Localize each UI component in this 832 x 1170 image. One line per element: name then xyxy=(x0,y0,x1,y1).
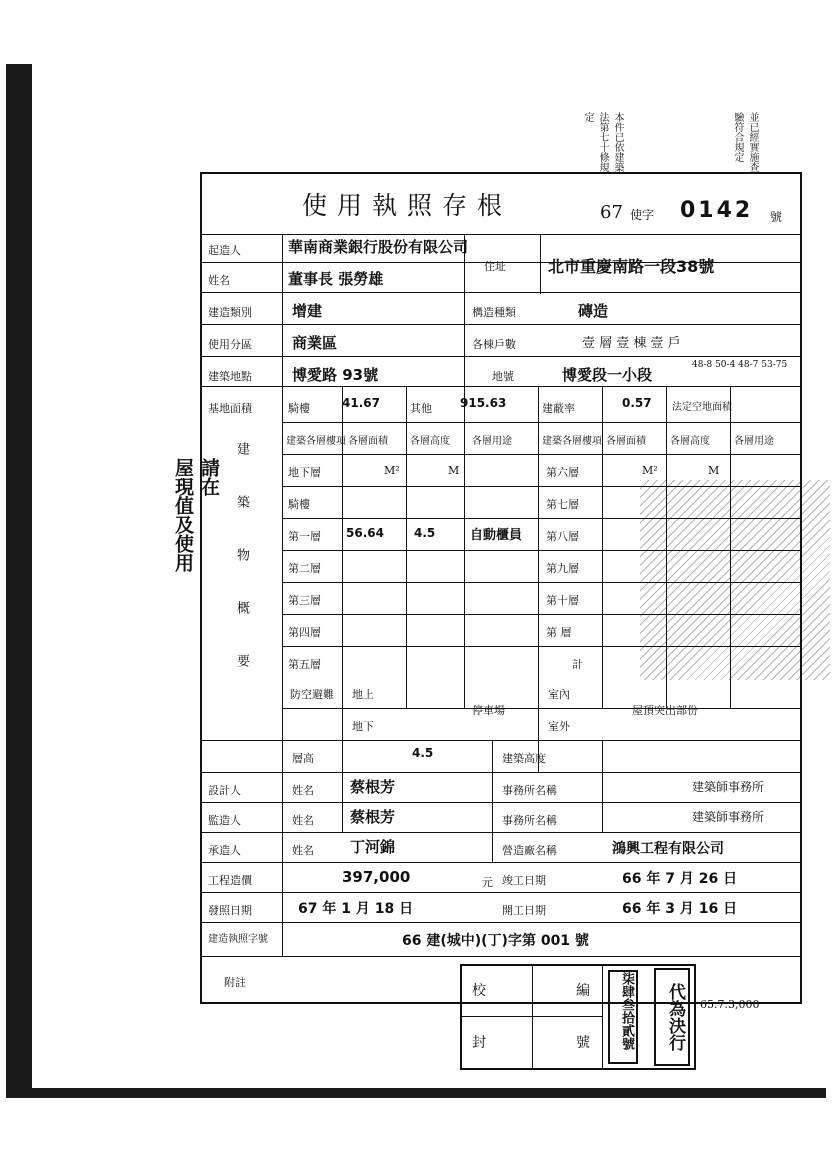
floor-2: 第二層 xyxy=(288,562,321,575)
form-title: 使用執照存根 xyxy=(302,191,513,220)
label-roof: 屋頂突出部份 xyxy=(632,704,698,717)
label-above: 地上 xyxy=(352,688,374,701)
label-supervisor: 監造人 xyxy=(208,814,241,827)
floor-n: 第 層 xyxy=(546,626,572,639)
print-code: 65.7.3,000 xyxy=(700,998,760,1011)
stamp-number-seal xyxy=(608,970,638,1064)
floor-3: 第三層 xyxy=(288,594,321,607)
doc-suffix: 號 xyxy=(770,210,783,224)
val-first-floor-height: 4.5 xyxy=(414,526,436,540)
floor-10: 第十層 xyxy=(546,594,579,607)
val-coverage: 0.57 xyxy=(622,396,652,410)
label-designer-name: 姓名 xyxy=(292,784,314,797)
floor-6: 第六層 xyxy=(546,466,579,479)
label-issue: 發照日期 xyxy=(208,904,252,917)
unit-m2-r: M² xyxy=(642,464,658,477)
label-designer: 設計人 xyxy=(208,784,241,797)
val-owner-name: 董事長 張勞雄 xyxy=(288,270,384,288)
header-stamp-2: 並已經實施查驗符合規定 xyxy=(732,112,758,172)
floor-4: 第四層 xyxy=(288,626,321,639)
floor-hdr-height-r: 各層高度 xyxy=(670,436,710,447)
val-category: 增建 xyxy=(292,302,323,320)
label-address: 住址 xyxy=(484,260,506,273)
unit-yuan: 元 xyxy=(482,876,493,889)
floor-hdr-area-r: 各層面積 xyxy=(606,436,646,447)
floor-total: 計 xyxy=(572,658,583,671)
val-supervisor-office: 建築師事務所 xyxy=(692,810,765,824)
label-remarks: 附註 xyxy=(224,976,246,989)
label-households: 各棟戶數 xyxy=(472,338,516,351)
label-bldg-height: 建築高度 xyxy=(502,752,546,765)
label-site: 建築地點 xyxy=(208,370,252,383)
val-permit: 66 建(城中)(丁)字第 001 號 xyxy=(402,933,589,949)
val-households: 壹 層 壹 棟 壹 戶 xyxy=(582,336,681,351)
stamp-check: 校 xyxy=(472,983,486,999)
floor-7: 第七層 xyxy=(546,498,579,511)
side-note-col1: 屋現值及使用 xyxy=(172,458,194,572)
val-lot: 博愛段一小段 xyxy=(562,366,653,384)
side-note-col2: 請在 xyxy=(198,458,220,496)
label-firm: 營造廠名稱 xyxy=(502,844,557,857)
label-structure: 構造種類 xyxy=(472,306,516,319)
label-category: 建造類別 xyxy=(208,306,252,319)
floor-hdr-height: 各層高度 xyxy=(410,436,450,447)
val-issue-date: 67 年 1 月 18 日 xyxy=(298,901,414,917)
val-storey-height: 4.5 xyxy=(412,746,434,760)
label-designer-office: 事務所名稱 xyxy=(502,784,557,797)
scan-edge-left xyxy=(6,64,32,1094)
val-other-area: 915.63 xyxy=(460,396,507,410)
approval-stamp-box xyxy=(460,964,696,1070)
label-supervisor-office: 事務所名稱 xyxy=(502,814,557,827)
stamp-number-label: 編 xyxy=(576,983,590,999)
label-arcade: 騎樓 xyxy=(288,402,310,415)
val-lot-nums: 48-8 50-4 48-7 53-75 xyxy=(692,360,788,370)
label-supervisor-name: 姓名 xyxy=(292,814,314,827)
label-start: 開工日期 xyxy=(502,904,546,917)
floor-basement: 地下層 xyxy=(288,466,321,479)
stamp-hao-value: 拾貳號 xyxy=(619,1011,634,1050)
floor-hdr-item: 建築各層樓項 xyxy=(286,436,346,447)
label-storey-height: 層高 xyxy=(292,752,314,765)
unit-m2: M² xyxy=(384,464,400,477)
val-first-floor-area: 56.64 xyxy=(346,526,384,540)
val-designer: 蔡根芳 xyxy=(350,778,396,796)
doc-number: 0142 xyxy=(680,198,754,223)
permit-form xyxy=(200,172,802,1004)
val-address: 北市重慶南路一段38號 xyxy=(548,257,715,276)
stamp-number-value: 柒肆叁 xyxy=(619,972,634,1011)
val-contractor: 丁河錦 xyxy=(350,838,396,856)
stamp-hao-label: 號 xyxy=(576,1035,590,1051)
header-stamp-1: 本件已依建築法第七十條規定 xyxy=(582,112,623,172)
floor-hdr-item-r: 建築各層樓項 xyxy=(542,436,602,447)
label-lot: 地號 xyxy=(492,370,514,383)
val-complete-date: 66 年 7 月 26 日 xyxy=(622,871,738,887)
label-use-zone: 使用分區 xyxy=(208,338,252,351)
floor-5: 第五層 xyxy=(288,658,321,671)
stamp-decision-seal: 代為決行 xyxy=(654,968,690,1066)
label-indoor: 室內 xyxy=(548,688,570,701)
val-use-zone: 商業區 xyxy=(292,334,338,352)
label-owner: 起造人 xyxy=(208,244,241,257)
unit-m-r: M xyxy=(708,464,720,477)
val-owner: 華南商業銀行股份有限公司 xyxy=(288,238,469,256)
label-outdoor: 室外 xyxy=(548,720,570,733)
scan-edge-bottom xyxy=(6,1088,826,1098)
label-complete: 竣工日期 xyxy=(502,874,546,887)
doc-word: 使字 xyxy=(630,208,655,222)
val-supervisor: 蔡根芳 xyxy=(350,808,396,826)
floor-hdr-use-r: 各層用途 xyxy=(734,436,774,447)
label-other: 其他 xyxy=(410,402,432,415)
floor-hdr-use: 各層用途 xyxy=(472,436,512,447)
val-arcade-area: 41.67 xyxy=(342,396,380,410)
label-contractor: 承造人 xyxy=(208,844,241,857)
floor-8: 第八層 xyxy=(546,530,579,543)
stamp-seal-label: 封 xyxy=(472,1035,486,1051)
label-cost: 工程造價 xyxy=(208,874,252,887)
doc-year: 67 xyxy=(600,202,623,223)
floor-1: 第一層 xyxy=(288,530,321,543)
label-name: 姓名 xyxy=(208,274,230,287)
val-designer-office: 建築師事務所 xyxy=(692,780,765,794)
val-start-date: 66 年 3 月 16 日 xyxy=(622,901,738,917)
val-cost: 397,000 xyxy=(342,868,411,886)
val-site: 博愛路 93號 xyxy=(292,366,379,384)
floor-arcade: 騎樓 xyxy=(288,498,310,511)
val-first-floor-use: 自動櫃員 xyxy=(470,528,523,543)
floor-hdr-area: 各層面積 xyxy=(348,436,388,447)
label-contractor-name: 姓名 xyxy=(292,844,314,857)
label-permit-no: 建造執照字號 xyxy=(208,934,268,945)
label-site-area: 基地面積 xyxy=(208,402,252,415)
label-coverage: 建蔽率 xyxy=(542,402,575,415)
floor-9: 第九層 xyxy=(546,562,579,575)
label-air-raid: 防空避難 xyxy=(290,688,334,701)
label-below: 地下 xyxy=(352,720,374,733)
val-firm: 鴻興工程有限公司 xyxy=(612,841,724,857)
label-legal-open: 法定空地面積 xyxy=(672,402,732,413)
val-structure: 磚造 xyxy=(578,302,609,320)
unit-m: M xyxy=(448,464,460,477)
label-building-summary: 建築物概要 xyxy=(234,442,249,707)
label-parking: 停車場 xyxy=(472,704,505,717)
